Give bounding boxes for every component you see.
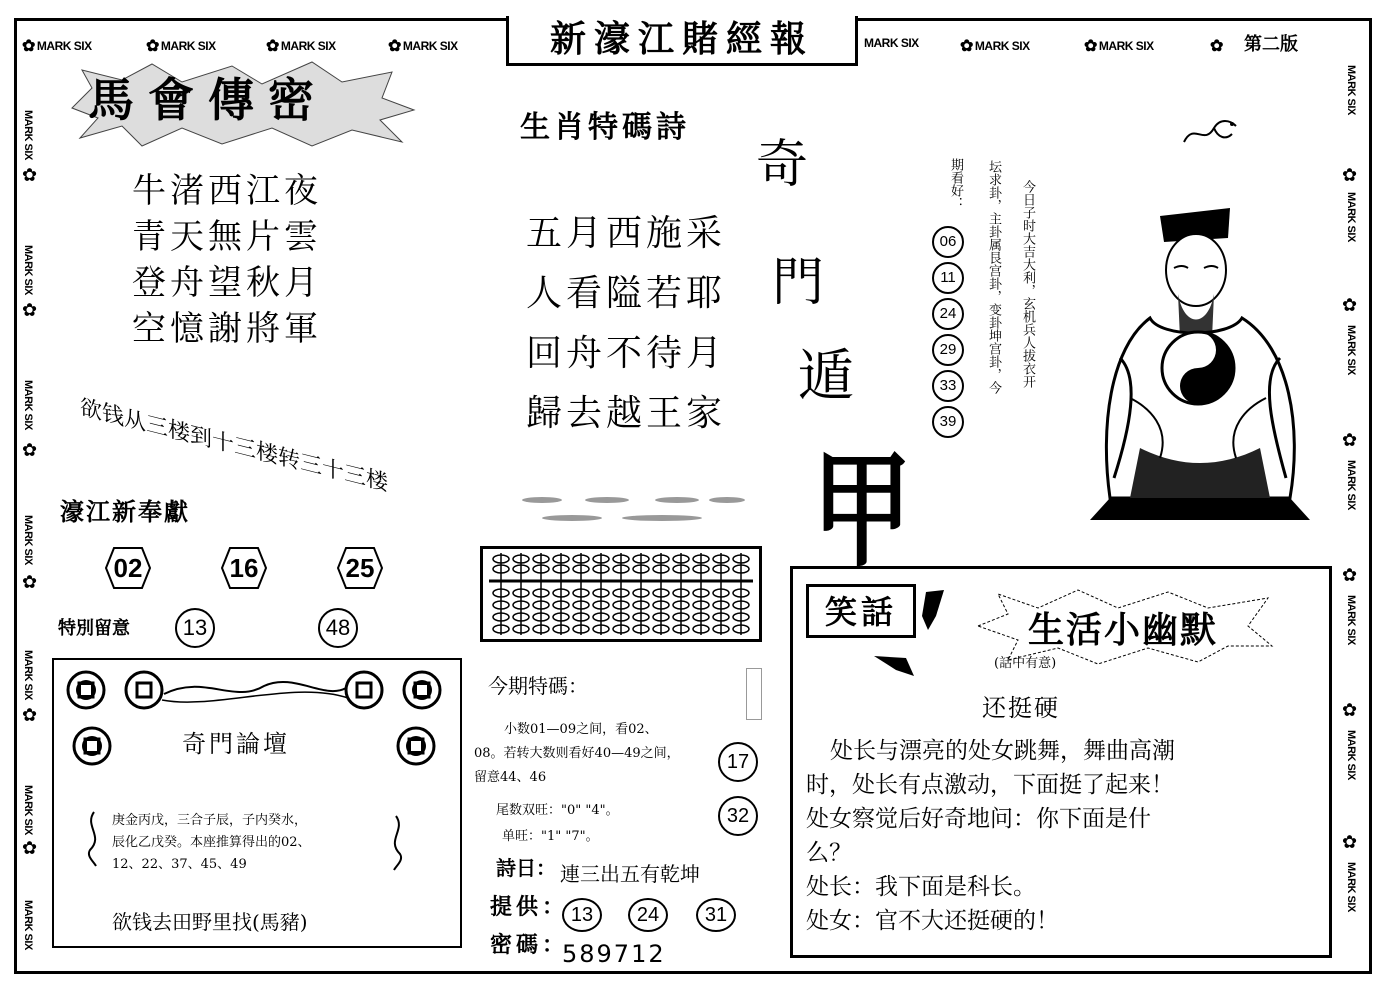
joke-line: 处长与漂亮的处女跳舞，舞曲高潮 xyxy=(830,738,1175,764)
watermark: MARK SIX xyxy=(1345,862,1357,912)
watermark: ✿ MARK SIX xyxy=(22,38,92,55)
abacus-icon xyxy=(480,546,762,642)
hint-line: 小数01—09之间，看02、 xyxy=(504,722,658,737)
watermark: MARK SIX xyxy=(864,36,919,50)
edition-label: 第二版 xyxy=(1244,34,1298,55)
qimen-number: 06 xyxy=(932,226,964,258)
watermark: ✿ MARK SIX xyxy=(388,38,458,55)
poem-label: 詩日： xyxy=(496,856,556,880)
qimen-column: 期看好： xyxy=(948,158,963,210)
flourish xyxy=(384,812,408,872)
flourish xyxy=(82,808,106,868)
qimen-number: 24 xyxy=(932,298,964,330)
number-badge: 02 xyxy=(100,544,156,592)
qimen-char: 門 xyxy=(772,253,825,313)
today-label: 今期特碼： xyxy=(488,674,588,698)
joke-line: 时，处长有点激动，下面挺了起来！ xyxy=(806,772,1174,798)
qimen-char: 遁 xyxy=(798,344,854,409)
watermark: MARK SIX xyxy=(22,380,34,430)
poem-line: 五月西施采 xyxy=(526,213,727,254)
masthead-title: 新濠江賭經報 xyxy=(506,16,858,66)
ink-splash xyxy=(866,586,956,686)
flower-icon: ✿ xyxy=(146,38,159,55)
watermark: MARK SIX xyxy=(22,245,34,295)
flower-icon: ✿ xyxy=(1084,38,1097,55)
watermark: ✿ MARK SIX xyxy=(266,38,336,55)
flower-icon: ✿ xyxy=(22,38,35,55)
joke-line: 处长：我下面是科长。 xyxy=(806,874,1036,900)
watermark: MARK SIX xyxy=(1345,730,1357,780)
forum-footer: 欲钱去田野里找(馬豬) xyxy=(112,910,308,934)
watermark: ✿ MARK SIX xyxy=(960,38,1030,55)
provide-number: 31 xyxy=(696,898,736,932)
tail-info xyxy=(496,798,619,850)
tail-line: 尾数双旺："0" "4"。 xyxy=(496,803,619,818)
decor-mark xyxy=(746,668,762,720)
qimen-number: 11 xyxy=(932,262,964,294)
joke-title: 生活小幽默 xyxy=(1028,610,1219,651)
watermark: MARK SIX xyxy=(22,650,34,700)
flower-icon: ✿ xyxy=(22,838,38,859)
forum-line: 辰化乙戊癸。本座推算得出的02、 xyxy=(112,835,311,850)
banner-title: 馬會傳密 xyxy=(88,73,328,127)
watermark: MARK SIX xyxy=(22,515,34,565)
qimen-char: 甲 xyxy=(812,436,912,584)
provide-label: 提供： xyxy=(490,895,569,920)
qimen-column: 今日子时大吉大利，玄机兵人拔衣开 xyxy=(1020,180,1035,388)
qimen-number: 29 xyxy=(932,334,964,366)
poem-line: 登舟望秋月 xyxy=(132,263,322,303)
joke-line: 么？ xyxy=(806,840,852,866)
joke-line: 处女：官不大还挺硬的！ xyxy=(806,908,1059,934)
flower-icon: ✿ xyxy=(1342,165,1358,186)
forum-line: 12、22、37、45、49 xyxy=(112,857,247,872)
staircase-note: 欲钱从三楼到十三楼转三十三楼 xyxy=(80,395,389,497)
flower-icon: ✿ xyxy=(22,440,38,461)
number-badge: 25 xyxy=(332,544,388,592)
flower-icon: ✿ xyxy=(22,165,38,186)
flower-icon: ✿ xyxy=(1342,832,1358,853)
today-hint xyxy=(474,718,680,790)
poem-line: 空憶謝將軍 xyxy=(132,309,322,349)
provide-number: 13 xyxy=(562,898,602,932)
code-label: 密碼： xyxy=(490,933,569,958)
zodiac-poem xyxy=(526,204,726,444)
flower-icon: ✿ xyxy=(1342,295,1358,316)
flower-icon: ✿ xyxy=(1342,700,1358,721)
forum-text xyxy=(112,810,311,876)
provide-number: 24 xyxy=(628,898,668,932)
watermark: ✿ MARK SIX xyxy=(1084,38,1154,55)
watermark: ✿ MARK SIX xyxy=(146,38,216,55)
watermark: MARK SIX xyxy=(22,785,34,835)
special-number: 13 xyxy=(175,608,215,648)
qimen-number: 39 xyxy=(932,406,964,438)
flower-icon: ✿ xyxy=(1210,38,1223,55)
decor-dashes xyxy=(512,492,752,522)
forum-line: 庚金丙戊，三合子辰，子内癸水， xyxy=(112,813,308,828)
zodiac-title: 生肖特碼詩 xyxy=(520,110,690,145)
watermark: MARK SIX xyxy=(1345,325,1357,375)
watermark: MARK SIX xyxy=(1345,65,1357,115)
flower-icon: ✿ xyxy=(22,572,38,593)
forum-title: 奇門論壇 xyxy=(182,730,290,758)
hint-line: 留意44、46 xyxy=(474,770,547,785)
joke-subtitle: (話中有意) xyxy=(994,656,1057,671)
watermark: MARK SIX xyxy=(22,110,34,160)
flower-icon: ✿ xyxy=(266,38,279,55)
joke-heading: 还挺硬 xyxy=(982,694,1060,722)
qimen-column: 坛求卦，主卦属艮宫卦，变卦坤宫卦，今 xyxy=(986,160,1001,394)
today-number: 17 xyxy=(718,742,758,782)
new-offer-title: 濠江新奉獻 xyxy=(60,497,190,526)
tail-line: 单旺："1" "7"。 xyxy=(502,829,599,844)
special-number: 48 xyxy=(318,608,358,648)
dragon-icon xyxy=(1180,112,1240,152)
poem-line: 人看隘若耶 xyxy=(526,273,727,314)
poem-line: 回舟不待月 xyxy=(526,333,727,374)
flower-icon: ✿ xyxy=(388,38,401,55)
watermark: MARK SIX xyxy=(22,900,34,950)
poem-text: 連三出五有乾坤 xyxy=(560,862,700,886)
joke-line: 处女察觉后好奇地问：你下面是什 xyxy=(806,806,1151,832)
poem-line: 青天無片雲 xyxy=(132,217,322,257)
poem-line: 歸去越王家 xyxy=(526,393,727,434)
flower-icon: ✿ xyxy=(1342,430,1358,451)
watermark: MARK SIX xyxy=(1345,595,1357,645)
joke-body xyxy=(806,734,1175,938)
today-number: 32 xyxy=(718,796,758,836)
special-label: 特別留意 xyxy=(58,618,130,639)
qimen-number: 33 xyxy=(932,370,964,402)
number-badge: 16 xyxy=(216,544,272,592)
poem-line: 牛渚西江夜 xyxy=(132,171,322,211)
watermark: MARK SIX xyxy=(1345,192,1357,242)
sage-figure-icon xyxy=(1090,198,1330,528)
joke-tag: 笑話 xyxy=(806,584,916,638)
hint-line: 08。若转大数则看好40—49之间， xyxy=(474,746,680,761)
flower-icon: ✿ xyxy=(1342,565,1358,586)
flower-icon: ✿ xyxy=(22,300,38,321)
code-value: 589712 xyxy=(562,940,666,968)
qimen-char: 奇 xyxy=(756,135,809,195)
watermark xyxy=(1210,36,1225,56)
horse-poem xyxy=(132,168,322,352)
watermark: MARK SIX xyxy=(1345,460,1357,510)
flower-icon: ✿ xyxy=(22,705,38,726)
flower-icon: ✿ xyxy=(960,38,973,55)
